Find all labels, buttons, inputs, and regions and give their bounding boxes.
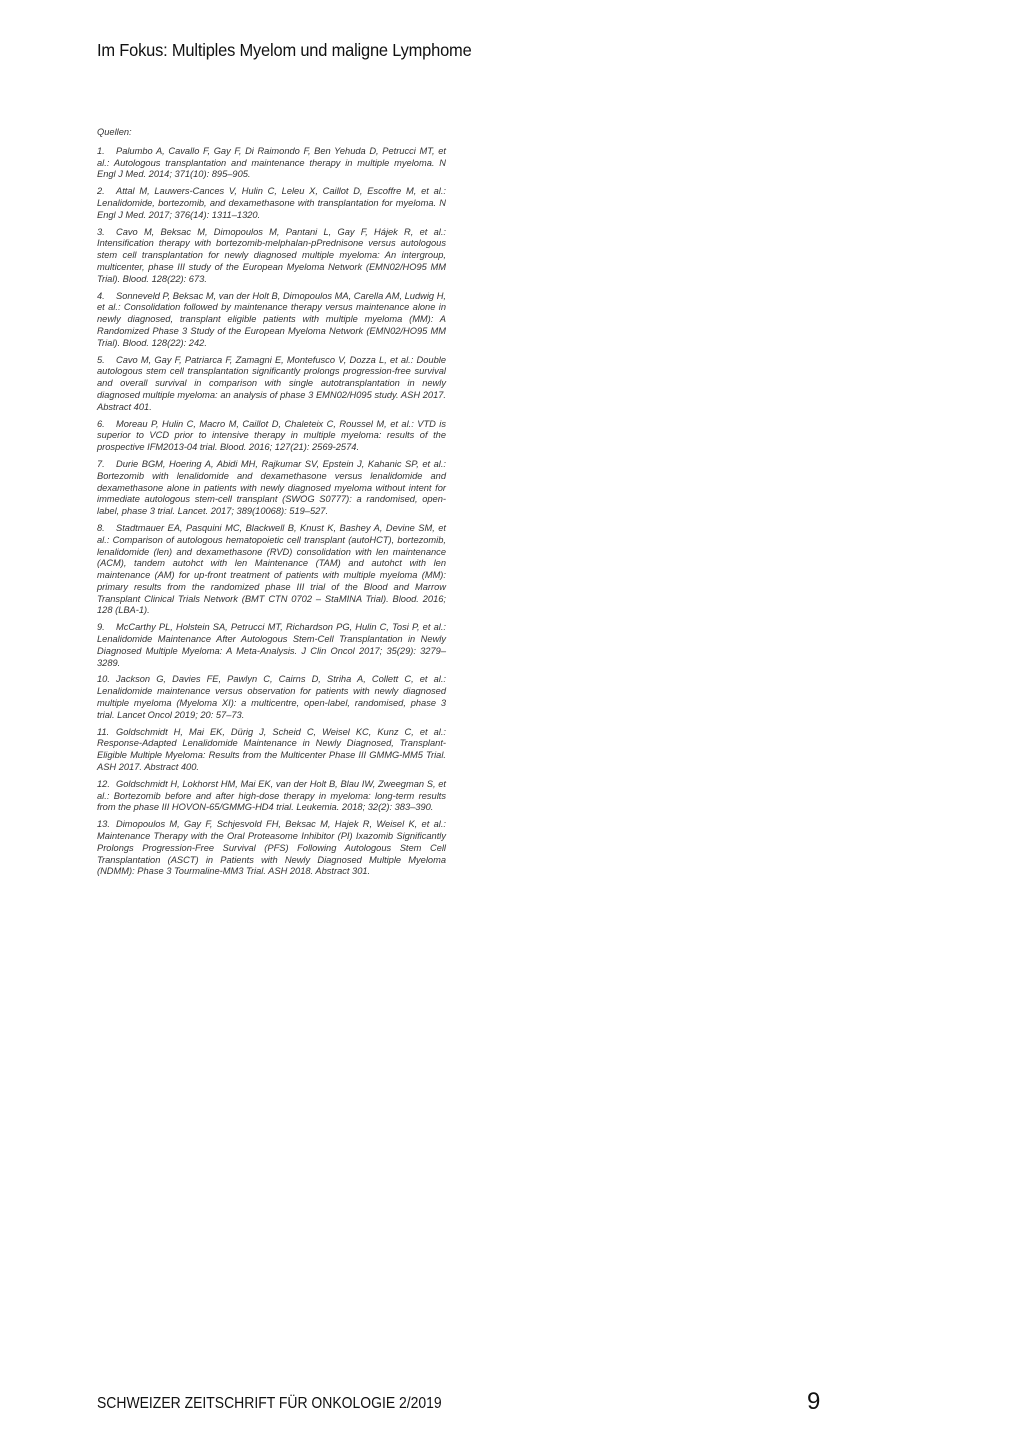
reference-number: 1. — [97, 145, 105, 156]
reference-item — [97, 419, 446, 454]
reference-text: Goldschmidt H, Lokhorst HM, Mai EK, van der Holt B, Blau IW, Zweegman S, et al.: Bortezomib before and after high-dose therapy in myeloma: long-term results from the phase III HOVON-65/GMMG-HD4 trial. Leukemia. 2018; 32(2): 383–390. — [97, 778, 446, 813]
reference-item — [97, 146, 446, 181]
reference-number: 7. — [97, 458, 105, 469]
reference-item — [97, 819, 446, 878]
reference-text: Cavo M, Beksac M, Dimopoulos M, Pantani L, Gay F, Hájek R, et al.: Intensification therapy with bortezomib-melphalan-pPrednisone versus autologous stem cell transplantation for newly diagnosed multiple myeloma: An intergroup, multicenter, phase III study of the European Myeloma Network (EMN02/HO95 MM Trial). Blood. 128(22): 673. — [97, 226, 446, 284]
reference-number: 2. — [97, 186, 105, 197]
reference-number: 6. — [97, 418, 105, 429]
reference-number: 10. — [97, 674, 110, 685]
reference-text: Jackson G, Davies FE, Pawlyn C, Cairns D, Striha A, Collett C, et al.: Lenalidomide maintenance versus observation for patients with newly diagnosed multiple myeloma (Myeloma XI): a multicentre, open-label, randomised, phase 3 trial. Lancet Oncol 2019; 20: 57–73. — [97, 674, 446, 720]
reference-number: 12. — [97, 778, 110, 789]
reference-number: 11. — [97, 726, 110, 737]
reference-item — [97, 674, 446, 721]
page-header-title: Im Fokus: Multiples Myelom und maligne Lymphome — [97, 40, 472, 60]
reference-item — [97, 727, 446, 774]
reference-item — [97, 622, 446, 669]
references-section — [97, 127, 446, 883]
footer-journal-name: SCHWEIZER ZEITSCHRIFT FÜR ONKOLOGIE 2/2019 — [97, 1395, 442, 1412]
reference-number: 13. — [97, 819, 110, 830]
reference-text: Sonneveld P, Beksac M, van der Holt B, Dimopoulos MA, Carella AM, Ludwig H, et al.: Consolidation followed by maintenance therapy versus maintenance alone in newly diagnosed, transplant eligible patients with multiple myeloma (MM): A Randomized Phase 3 Study of the European Myeloma Network (EMN02/HO95 MM Trial). Blood. 128(22): 242. — [97, 290, 446, 348]
reference-number: 4. — [97, 290, 105, 301]
reference-list — [97, 146, 446, 878]
reference-text: Attal M, Lauwers-Cances V, Hulin C, Leleu X, Caillot D, Escoffre M, et al.: Lenalidomide, bortezomib, and dexamethasone with transplantation for myeloma. N Engl J Med. 2017; 376(14): 1311–1320. — [97, 186, 446, 220]
reference-item — [97, 459, 446, 518]
reference-item — [97, 291, 446, 350]
reference-number: 3. — [97, 226, 105, 237]
reference-text: McCarthy PL, Holstein SA, Petrucci MT, Richardson PG, Hulin C, Tosi P, et al.: Lenalidomide Maintenance After Autologous Stem-Cell Transplantation in Newly Diagnosed Multiple Myeloma: A Meta-Analysis. J Clin Oncol 2017; 35(29): 3279–3289. — [97, 622, 446, 668]
reference-text: Dimopoulos M, Gay F, Schjesvold FH, Beksac M, Hajek R, Weisel K, et al.: Maintenance Therapy with the Oral Proteasome Inhibitor (PI) Ixazomib Significantly Prolongs Progression-Free Survival (PFS) Following Autologous Stem Cell Transplantation (ASCT) in Patients with Newly Diagnosed Multiple Myeloma (NDMM): Phase 3 Tourmaline-MM3 Trial. ASH 2018. Abstract 301. — [97, 819, 446, 877]
reference-item — [97, 355, 446, 414]
reference-item — [97, 227, 446, 286]
page-number: 9 — [807, 1388, 821, 1415]
reference-text: Palumbo A, Cavallo F, Gay F, Di Raimondo F, Ben Yehuda D, Petrucci MT, et al.: Autologous transplantation and maintenance therapy in multiple myeloma. N Engl J Med. 2014; 371(10): 895–905. — [97, 145, 446, 180]
reference-item — [97, 779, 446, 814]
reference-item — [97, 523, 446, 617]
reference-text: Goldschmidt H, Mai EK, Dürig J, Scheid C, Weisel KC, Kunz C, et al.: Response-Adapted Lenalidomide Maintenance in Newly Diagnosed, Transplant-Eligible Multiple Myeloma: Results from the Multicenter Phase III GMMG-MM5 Trial. ASH 2017. Abstract 400. — [97, 726, 446, 773]
reference-number: 8. — [97, 522, 105, 533]
reference-item — [97, 186, 446, 221]
reference-text: Durie BGM, Hoering A, Abidi MH, Rajkumar SV, Epstein J, Kahanic SP, et al.: Bortezomib with lenalidomide and dexamethasone versus lenalidomide and dexamethasone alone in patients with newly diagnosed myeloma without intent for immediate autologous stem-cell transplant (SWOG S0777): a randomised, open-label, phase 3 trial. Lancet. 2017; 389(10068): 519–527. — [97, 458, 446, 517]
reference-number: 5. — [97, 354, 105, 365]
reference-number: 9. — [97, 622, 105, 633]
references-heading: Quellen: — [97, 127, 132, 137]
reference-text: Moreau P, Hulin C, Macro M, Caillot D, Chaleteix C, Roussel M, et al.: VTD is superior to VCD prior to intensive therapy in multiple myeloma: results of the prospective IFM2013-04 trial. Blood. 2016; 127(21): 2569-2574. — [97, 418, 446, 453]
reference-text: Cavo M, Gay F, Patriarca F, Zamagni E, Montefusco V, Dozza L, et al.: Double autologous stem cell transplantation significantly prolongs progression-free survival and overall survival in comparison with single autotransplantation in newly diagnosed multiple myeloma: an analysis of phase 3 EMN02/H095 study. ASH 2017. Abstract 401. — [97, 354, 446, 412]
reference-text: Stadtmauer EA, Pasquini MC, Blackwell B, Knust K, Bashey A, Devine SM, et al.: Comparison of autologous hematopoietic cell transplant (autoHCT), bortezomib, lenalidomide (len) and dexamethasone (RVD) consolidation with len maintenance (ACM), tandem autohct with len Maintenance (TAM) and autohct with len maintenance (AM) for up-front treatment of patients with multiple myeloma (MM): primary results from the randomized phase III trial of the Blood and Marrow Transplant Clinical Trials Network (BMT CTN 0702 – StaMINA Trial). Blood. 2016; 128 (LBA-1). — [97, 522, 446, 616]
